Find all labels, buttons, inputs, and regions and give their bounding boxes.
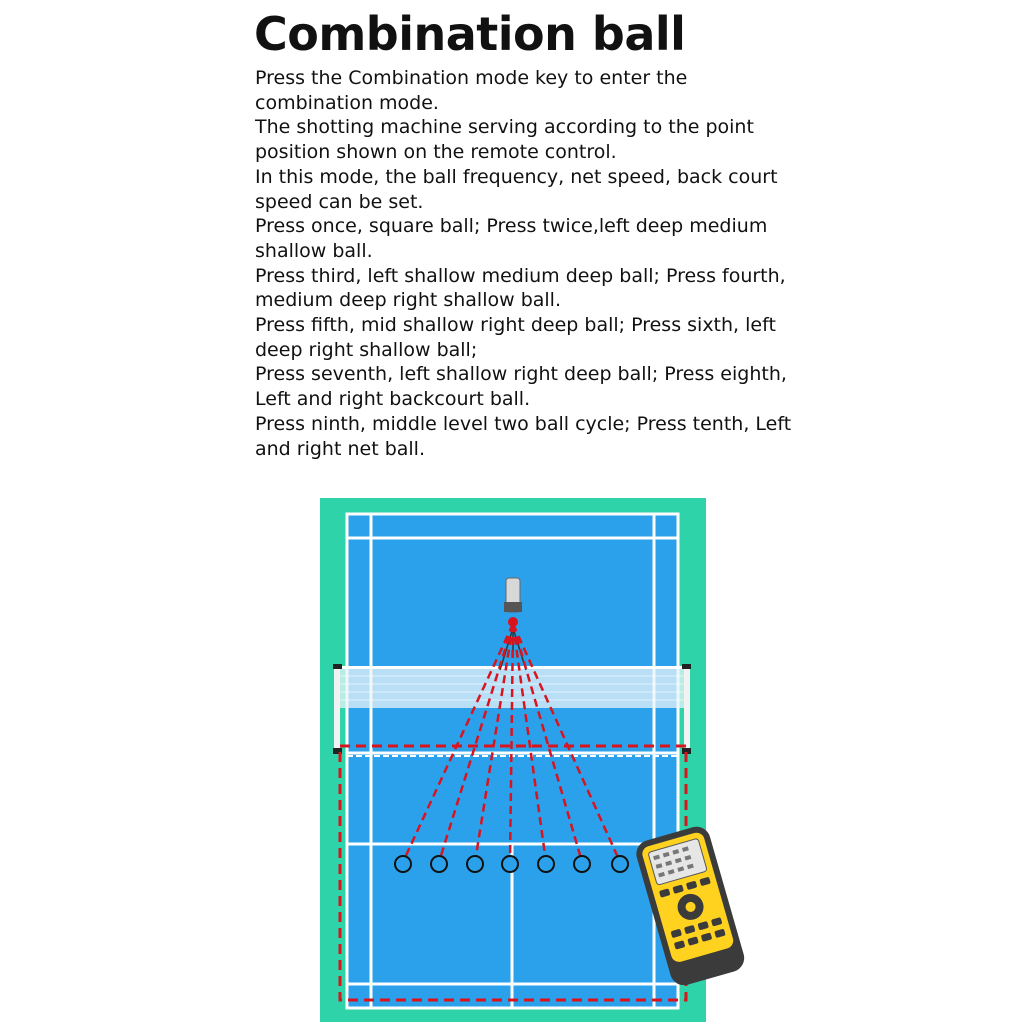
page-title: Combination ball	[254, 7, 686, 61]
description-text	[255, 66, 795, 461]
paragraph-press-9-10: Press ninth, middle level two ball cycle; Press tenth, Left and right net ball.	[255, 412, 792, 460]
paragraph-mode-key: Press the Combination mode key to enter the combination mode.	[255, 67, 688, 114]
paragraph-press-3-4: Press third, left shallow medium deep ball; Press fourth, medium deep right shallow ball.	[255, 264, 786, 312]
paragraph-serving: The shotting machine serving according to the point position shown on the remote control.	[255, 116, 754, 164]
remote-control-icon	[630, 825, 770, 985]
paragraph-settings: In this mode, the ball frequency, net speed, back court speed can be set.	[255, 165, 778, 213]
paragraph-press-1-2: Press once, square ball; Press twice,left deep medium shallow ball.	[255, 215, 768, 262]
paragraph-press-7-8: Press seventh, left shallow right deep ball; Press eighth, Left and right backcourt ball.	[255, 363, 787, 411]
paragraph-press-5-6: Press fifth, mid shallow right deep ball; Press sixth, left deep right shallow ball;	[255, 314, 776, 361]
